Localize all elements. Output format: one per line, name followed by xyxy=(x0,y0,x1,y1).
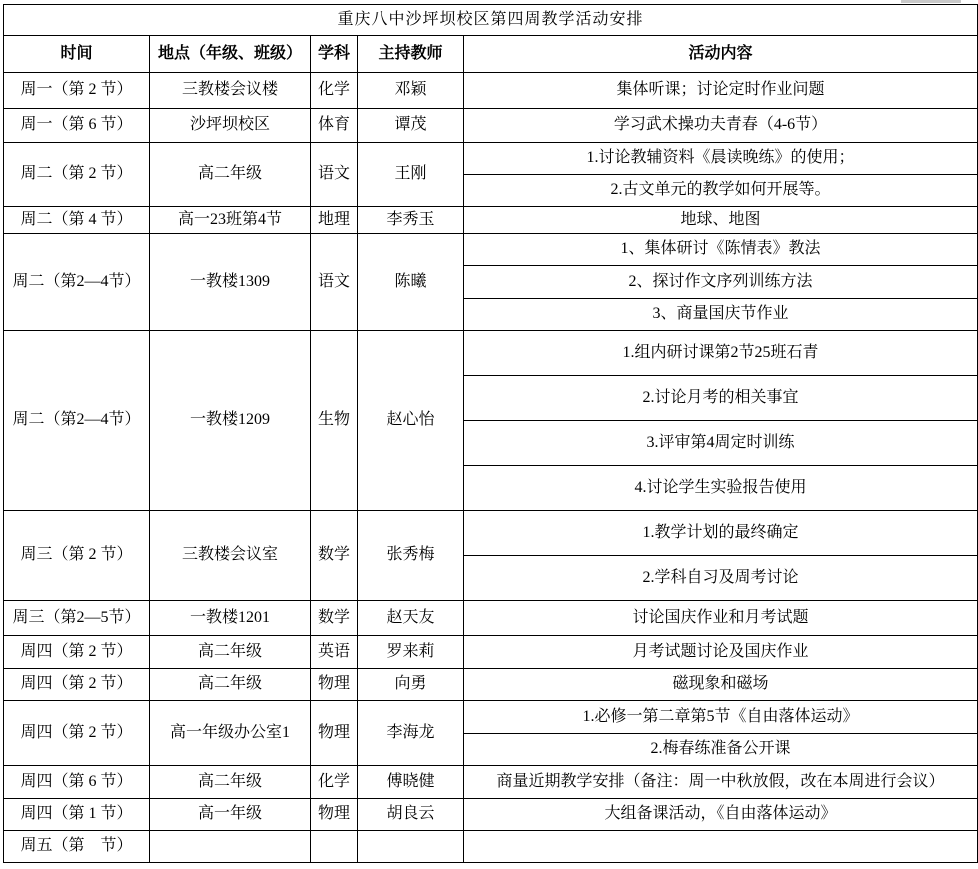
time-cell: 周四（第 2 节） xyxy=(4,669,150,701)
header-row xyxy=(4,36,978,73)
teacher-cell: 王刚 xyxy=(358,143,464,207)
screen-edge-artifact xyxy=(901,0,961,3)
table-row xyxy=(4,636,978,669)
table-row xyxy=(4,831,978,863)
column-header-teacher: 主持教师 xyxy=(358,36,464,73)
content-cell: 集体听课；讨论定时作业问题 xyxy=(464,73,978,109)
time-cell: 周四（第 2 节） xyxy=(4,636,150,669)
teacher-cell: 向勇 xyxy=(358,669,464,701)
teacher-cell xyxy=(358,831,464,863)
subject-cell: 生物 xyxy=(311,331,358,511)
content-cell: 1.必修一第二章第5节《自由落体运动》 xyxy=(464,701,978,734)
teaching-activity-table xyxy=(3,4,978,863)
table-row xyxy=(4,701,978,734)
location-cell xyxy=(150,831,311,863)
content-cell: 2.讨论月考的相关事宜 xyxy=(464,376,978,421)
content-cell: 大组备课活动，《自由落体运动》 xyxy=(464,799,978,831)
teacher-cell: 张秀梅 xyxy=(358,511,464,601)
location-cell: 高二年级 xyxy=(150,669,311,701)
content-cell: 1.组内研讨课第2节25班石青 xyxy=(464,331,978,376)
teacher-cell: 李秀玉 xyxy=(358,207,464,234)
subject-cell: 语文 xyxy=(311,143,358,207)
location-cell: 高一年级办公室1 xyxy=(150,701,311,766)
location-cell: 高二年级 xyxy=(150,143,311,207)
content-cell: 2.学科自习及周考讨论 xyxy=(464,556,978,601)
table-row xyxy=(4,766,978,799)
table-row xyxy=(4,109,978,143)
teacher-cell: 胡良云 xyxy=(358,799,464,831)
content-cell: 学习武术操功夫青春（4-6节） xyxy=(464,109,978,143)
location-cell: 沙坪坝校区 xyxy=(150,109,311,143)
time-cell: 周一（第 6 节） xyxy=(4,109,150,143)
table-row xyxy=(4,207,978,234)
teacher-cell: 赵心怡 xyxy=(358,331,464,511)
location-cell: 高二年级 xyxy=(150,636,311,669)
content-cell: 3.评审第4周定时训练 xyxy=(464,421,978,466)
teacher-cell: 赵天友 xyxy=(358,601,464,636)
time-cell: 周二（第2—4节） xyxy=(4,331,150,511)
teacher-cell: 傅晓健 xyxy=(358,766,464,799)
subject-cell: 数学 xyxy=(311,511,358,601)
content-cell: 2.古文单元的教学如何开展等。 xyxy=(464,175,978,207)
content-cell: 2.梅春练准备公开课 xyxy=(464,734,978,766)
time-cell: 周五（第 节） xyxy=(4,831,150,863)
teacher-cell: 谭茂 xyxy=(358,109,464,143)
location-cell: 一教楼1209 xyxy=(150,331,311,511)
subject-cell: 物理 xyxy=(311,799,358,831)
content-cell: 商量近期教学安排（备注：周一中秋放假，改在本周进行会议） xyxy=(464,766,978,799)
time-cell: 周四（第 6 节） xyxy=(4,766,150,799)
subject-cell: 体育 xyxy=(311,109,358,143)
subject-cell: 地理 xyxy=(311,207,358,234)
location-cell: 三教楼会议楼 xyxy=(150,73,311,109)
time-cell: 周四（第 1 节） xyxy=(4,799,150,831)
content-cell: 磁现象和磁场 xyxy=(464,669,978,701)
content-cell: 1、集体研讨《陈情表》教法 xyxy=(464,234,978,266)
table-row xyxy=(4,799,978,831)
content-cell: 4.讨论学生实验报告使用 xyxy=(464,466,978,511)
table-row xyxy=(4,73,978,109)
subject-cell: 数学 xyxy=(311,601,358,636)
subject-cell xyxy=(311,831,358,863)
table-row xyxy=(4,331,978,376)
subject-cell: 语文 xyxy=(311,234,358,331)
table-row xyxy=(4,143,978,175)
table-row xyxy=(4,669,978,701)
content-cell xyxy=(464,831,978,863)
time-cell: 周二（第2—4节） xyxy=(4,234,150,331)
subject-cell: 化学 xyxy=(311,73,358,109)
teacher-cell: 邓颖 xyxy=(358,73,464,109)
time-cell: 周一（第 2 节） xyxy=(4,73,150,109)
content-cell: 月考试题讨论及国庆作业 xyxy=(464,636,978,669)
column-header-subject: 学科 xyxy=(311,36,358,73)
location-cell: 三教楼会议室 xyxy=(150,511,311,601)
page-title: 重庆八中沙坪坝校区第四周教学活动安排 xyxy=(4,5,978,36)
teacher-cell: 李海龙 xyxy=(358,701,464,766)
content-cell: 1.讨论教辅资料《晨读晚练》的使用； xyxy=(464,143,978,175)
content-cell: 3、商量国庆节作业 xyxy=(464,299,978,331)
location-cell: 高一年级 xyxy=(150,799,311,831)
title-row xyxy=(4,5,978,36)
content-cell: 讨论国庆作业和月考试题 xyxy=(464,601,978,636)
subject-cell: 物理 xyxy=(311,669,358,701)
column-header-location: 地点（年级、班级） xyxy=(150,36,311,73)
content-cell: 2、探讨作文序列训练方法 xyxy=(464,266,978,299)
column-header-content: 活动内容 xyxy=(464,36,978,73)
time-cell: 周二（第 2 节） xyxy=(4,143,150,207)
content-cell: 1.教学计划的最终确定 xyxy=(464,511,978,556)
subject-cell: 英语 xyxy=(311,636,358,669)
content-cell: 地球、地图 xyxy=(464,207,978,234)
subject-cell: 化学 xyxy=(311,766,358,799)
table-row xyxy=(4,601,978,636)
table-row xyxy=(4,234,978,266)
location-cell: 高二年级 xyxy=(150,766,311,799)
location-cell: 高一23班第4节 xyxy=(150,207,311,234)
time-cell: 周二（第 4 节） xyxy=(4,207,150,234)
table-row xyxy=(4,511,978,556)
time-cell: 周三（第2—5节） xyxy=(4,601,150,636)
location-cell: 一教楼1201 xyxy=(150,601,311,636)
teacher-cell: 罗来莉 xyxy=(358,636,464,669)
column-header-time: 时间 xyxy=(4,36,150,73)
location-cell: 一教楼1309 xyxy=(150,234,311,331)
time-cell: 周三（第 2 节） xyxy=(4,511,150,601)
subject-cell: 物理 xyxy=(311,701,358,766)
teacher-cell: 陈曦 xyxy=(358,234,464,331)
time-cell: 周四（第 2 节） xyxy=(4,701,150,766)
